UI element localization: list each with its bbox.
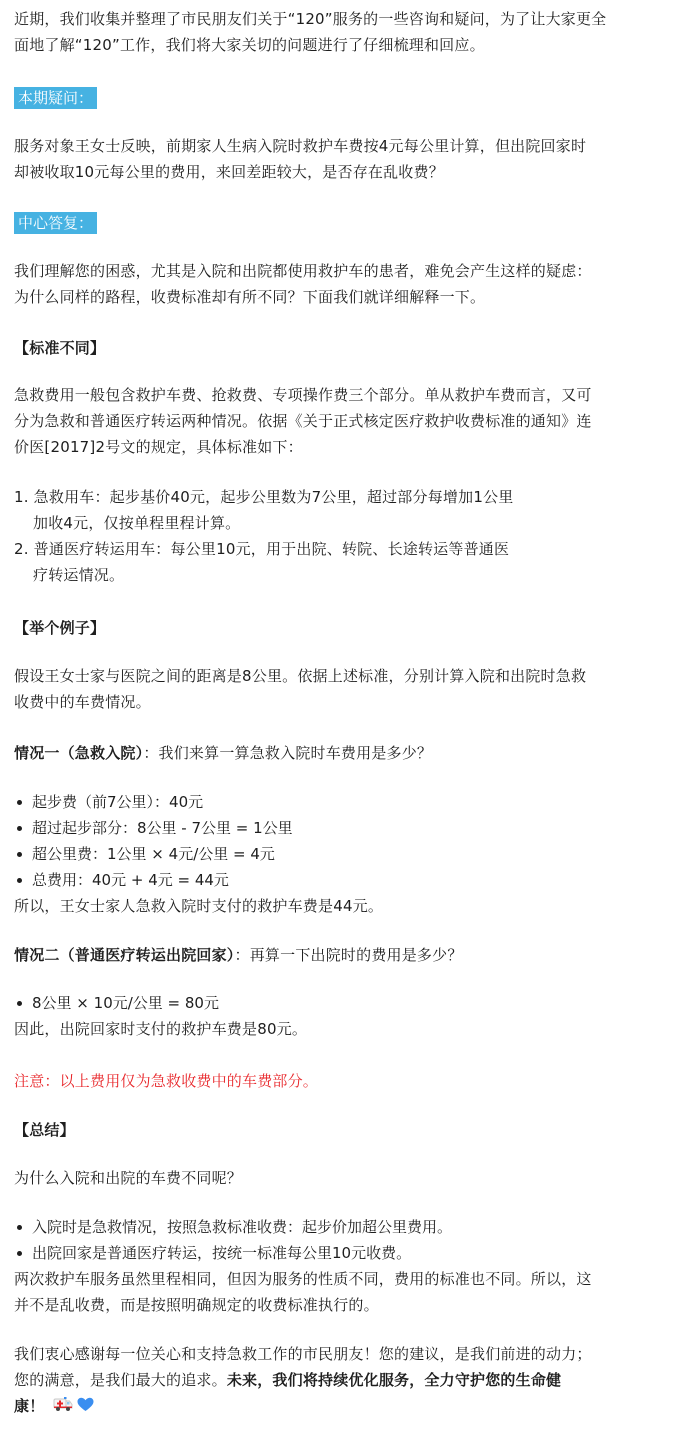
standard-paragraph (14, 382, 668, 460)
example-line-2: 收费中的车费情况。 (14, 693, 151, 711)
case2-list (14, 990, 668, 1042)
standard-line-3: 价医[2017]2号文的规定，具体标准如下： (14, 438, 303, 456)
case1-list (14, 789, 668, 919)
standard-item-1-line-2: 加收4元，仅按单程里程计算。 (33, 514, 241, 532)
blue-heart-icon (77, 1394, 94, 1420)
list-item (14, 990, 668, 1016)
case1-bullet-2: 超过起步部分：8公里 - 7公里 = 1公里 (32, 819, 293, 837)
summary-question-row (14, 1165, 668, 1191)
standard-item-1-line-1: 1. 急救用车：起步基价40元，起步公里数为7公里，超过部分每增加1公里 (14, 488, 514, 506)
standard-list (14, 484, 668, 588)
ambulance-icon (53, 1394, 73, 1420)
answer-tag-row (14, 212, 668, 234)
bullet-dot (17, 1001, 22, 1006)
section-heading-example: 【举个例子】 (14, 619, 106, 637)
fee-note: 注意：以上费用仅为急救收费中的车费部分。 (14, 1072, 319, 1090)
section-heading-standard: 【标准不同】 (14, 339, 106, 357)
note-row (14, 1068, 668, 1094)
standard-line-1: 急救费用一般包含救护车费、抢救费、专项操作费三个部分。单从救护车费而言，又可 (14, 386, 592, 404)
standard-line-2: 分为急救和普通医疗转运两种情况。依据《关于正式核定医疗救护收费标准的通知》连 (14, 412, 592, 430)
list-item (14, 789, 668, 815)
closing-line-2-plain: 您的满意，是我们最大的追求。 (14, 1371, 227, 1389)
example-paragraph (14, 663, 668, 715)
question-line-1: 服务对象王女士反映，前期家人生病入院时救护车费按4元每公里计算，但出院回家时 (14, 137, 587, 155)
closing-paragraph (14, 1341, 668, 1420)
standard-item-2-line-2: 疗转运情况。 (33, 566, 125, 584)
case1-rest: ：我们来算一算急救入院时车费用是多少？ (143, 744, 433, 762)
summary-line-2: 并不是乱收费，而是按照明确规定的收费标准执行的。 (14, 1296, 379, 1314)
case1-heading (14, 740, 668, 766)
closing-line-1: 我们衷心感谢每一位关心和支持急救工作的市民朋友！您的建议，是我们前进的动力； (14, 1345, 592, 1363)
intro-paragraph (14, 6, 668, 58)
closing-line-3-bold: 康！ (14, 1397, 45, 1415)
case1-conclusion: 所以，王女士家人急救入院时支付的救护车费是44元。 (14, 897, 384, 915)
case2-heading-row (14, 942, 668, 968)
case2-conclusion: 因此，出院回家时支付的救护车费是80元。 (14, 1020, 308, 1038)
answer-tag: 中心答复： (14, 212, 97, 234)
closing-line-2-bold: 未来，我们将持续优化服务，全力守护您的生命健 (226, 1371, 562, 1389)
bullet-dot (17, 878, 22, 883)
standard-item-2-line-1: 2. 普通医疗转运用车：每公里10元，用于出院、转院、长途转运等普通医 (14, 540, 510, 558)
intro-line-1: 近期，我们收集并整理了市民朋友们关于“120”服务的一些咨询和疑问，为了让大家更全 (14, 10, 607, 28)
list-item (14, 867, 668, 893)
list-item (14, 1214, 668, 1240)
summary-heading-row (14, 1117, 668, 1143)
bullet-dot (17, 1251, 22, 1256)
summary-bullet-1: 入院时是急救情况，按照急救标准收费：起步价加超公里费用。 (32, 1218, 453, 1236)
question-line-2: 却被收取10元每公里的费用，来回差距较大，是否存在乱收费？ (14, 163, 444, 181)
summary-line-1: 两次救护车服务虽然里程相同，但因为服务的性质不同，费用的标准也不同。所以，这 (14, 1270, 592, 1288)
bullet-dot (17, 852, 22, 857)
closing-line-3 (14, 1393, 668, 1420)
answer-line-2: 为什么同样的路程，收费标准却有所不同？下面我们就详细解释一下。 (14, 288, 486, 306)
summary-bullet-2: 出院回家是普通医疗转运，按统一标准每公里10元收费。 (32, 1244, 412, 1262)
bullet-dot (17, 800, 22, 805)
case1-title: 情况一（急救入院） (14, 744, 144, 762)
example-line-1: 假设王女士家与医院之间的距离是8公里。依据上述标准，分别计算入院和出院时急救 (14, 667, 587, 685)
question-tag: 本期疑问： (14, 87, 97, 109)
closing-line-2 (14, 1367, 668, 1393)
intro-line-2: 面地了解“120”工作，我们将大家关切的问题进行了仔细梳理和回应。 (14, 36, 485, 54)
question-tag-row (14, 87, 668, 109)
case2-heading (14, 942, 668, 968)
example-heading-row (14, 615, 668, 641)
summary-question: 为什么入院和出院的车费不同呢？ (14, 1169, 243, 1187)
case1-bullet-4: 总费用：40元 + 4元 = 44元 (32, 871, 229, 889)
list-item (14, 1240, 668, 1266)
case2-title: 情况二（普通医疗转运出院回家） (14, 946, 235, 964)
case2-rest: ：再算一下出院时的费用是多少？ (234, 946, 463, 964)
case1-bullet-3: 超公里费：1公里 × 4元/公里 = 4元 (32, 845, 275, 863)
case1-heading-row (14, 740, 668, 766)
list-item (14, 815, 668, 841)
summary-list (14, 1214, 668, 1318)
question-paragraph (14, 133, 668, 185)
answer-line-1: 我们理解您的困惑，尤其是入院和出院都使用救护车的患者，难免会产生这样的疑虑： (14, 262, 592, 280)
list-item (14, 841, 668, 867)
case2-bullet-1: 8公里 × 10元/公里 = 80元 (32, 994, 219, 1012)
section-heading-summary: 【总结】 (14, 1121, 75, 1139)
answer-paragraph (14, 258, 668, 310)
standard-heading-row (14, 335, 668, 361)
bullet-dot (17, 1225, 22, 1230)
case1-bullet-1: 起步费（前7公里）：40元 (32, 793, 204, 811)
bullet-dot (17, 826, 22, 831)
